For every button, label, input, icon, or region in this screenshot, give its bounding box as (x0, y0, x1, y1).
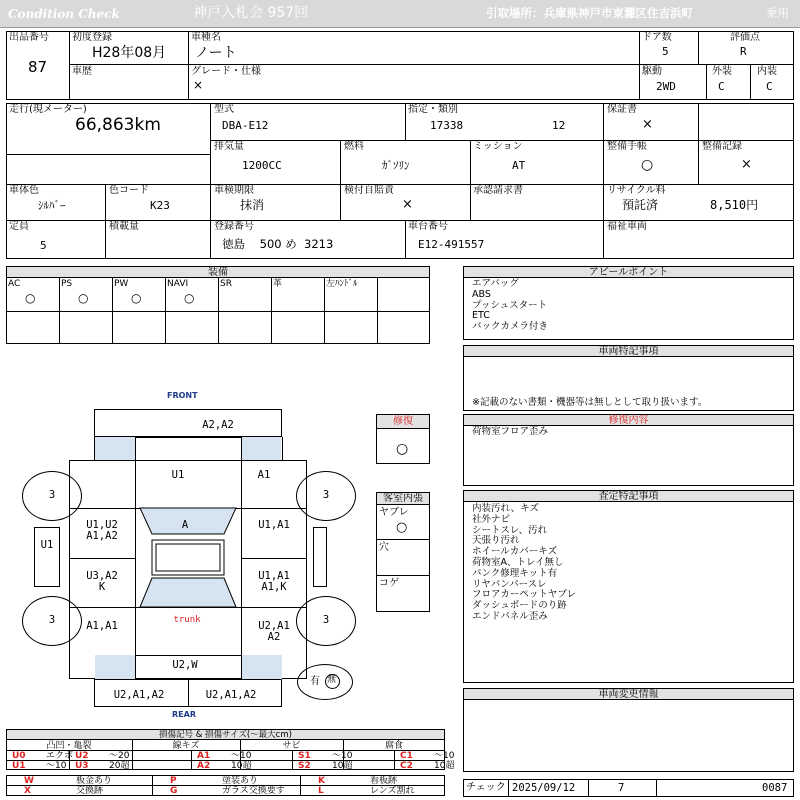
capacity-label: 定員 (9, 221, 29, 232)
manual-label: 整備手帳 (607, 141, 647, 152)
legend-desc-K: 看板跡 (370, 776, 398, 786)
doors-label: ドア数 (642, 32, 672, 43)
repair-box-label: 修復 (377, 415, 429, 429)
score-label: 評価点 (730, 32, 760, 43)
warranty-label: 保証書 (607, 104, 637, 115)
mark-rear-left-door: U3,A2 K (86, 570, 118, 593)
cabin-tear-label: ヤブレ (379, 507, 409, 518)
color-code-label: 色コード (109, 185, 149, 196)
legend-desc-P: 塗装あり (222, 776, 259, 786)
assessment-line-4: ホイールカバーキズ (472, 546, 558, 558)
auction-name: 神戸入札会 957回 (193, 5, 309, 21)
legend-divider (394, 750, 395, 770)
color-code-value: K23 (150, 199, 170, 212)
appeal-title: アピールポイント (464, 267, 793, 278)
equipment-label-4: SR (220, 279, 232, 289)
displacement-label: 排気量 (214, 141, 244, 152)
load-label: 積載量 (109, 221, 139, 232)
legend-size-U0: エクボ (46, 751, 74, 761)
recycle-status: 預託済 (622, 198, 659, 212)
capacity-value: 5 (40, 239, 47, 252)
assessment-line-0: 内装汚れ、キズ (472, 503, 539, 514)
legend-size-U2: 〜20 (109, 751, 130, 761)
mark-front-bumper: A2,A2 (202, 419, 234, 431)
regno-value: 徳島 500 め 3213 (222, 237, 334, 251)
legend-header-1: 線キズ (172, 741, 200, 751)
insurance-value: × (402, 197, 413, 212)
assessment-line-7: リヤバンパースレ (472, 578, 547, 590)
insurance-label: 検付自賠責 (344, 185, 394, 196)
legend-size-C1: 〜10 (434, 751, 455, 761)
equipment-label-3: NAVI (167, 279, 189, 289)
legend-code-P: P (170, 776, 177, 786)
mark-rear-right-fender: U2,A1 A2 (258, 620, 290, 643)
mark-front-right-fender: A1 (257, 469, 271, 481)
appeal-line-4: バックカメラ付き (472, 321, 549, 333)
trunk-label: trunk (173, 615, 201, 625)
legend-code-A2: A2 (197, 761, 211, 771)
category-value: 12 (552, 119, 566, 132)
repair-title: 修復内容 (464, 415, 793, 426)
header-title: Condition Check (8, 7, 120, 21)
recycle-label: リサイクル料 (607, 185, 666, 196)
legend-code-X: X (24, 786, 31, 796)
equipment-label-0: AC (8, 279, 21, 289)
chassis-value: E12-491557 (418, 238, 485, 251)
legend-size-A1: 〜10 (231, 751, 252, 761)
appeal-line-1: ABS (472, 288, 491, 300)
designation-value: 17338 (430, 119, 464, 132)
assessment-line-1: 社外ナビ (472, 513, 511, 525)
mileage-label: 走行(現メーター) (9, 104, 87, 115)
legend-size-U3: 20超 (109, 761, 130, 771)
cabin-tear-value: ○ (396, 520, 408, 535)
fuel-label: 燃料 (344, 141, 364, 152)
mark-hood: U1 (171, 469, 185, 481)
first-reg-label: 初度登録 (72, 32, 112, 43)
welfare-label: 福祉車両 (607, 221, 647, 232)
recycle-amount: 8,510円 (710, 198, 759, 212)
smoke-yes-label: 有 (310, 676, 320, 687)
assessment-line-9: ダッシュボードのり跡 (472, 600, 567, 612)
legend-size-S1: 〜10 (332, 751, 353, 761)
record-value: × (741, 157, 752, 172)
legend-code-K: K (318, 776, 325, 786)
cabin-burn-label: コゲ (379, 578, 399, 589)
repair-box-value: ○ (396, 441, 409, 457)
designation-label: 指定・類別 (408, 104, 458, 115)
spare-tire-box (34, 527, 60, 587)
spare-tire-mark: U1 (40, 539, 54, 551)
appeal-line-3: ETC (472, 310, 490, 322)
legend-code-L: L (318, 786, 324, 796)
mileage-value: 66,863km (75, 115, 161, 135)
grade-value: × (193, 78, 204, 92)
exterior-value: C (718, 80, 725, 93)
legend-desc-W: 板金あり (76, 776, 113, 786)
legend-header-0: 凸凹・亀裂 (46, 741, 92, 751)
color-label: 車体色 (9, 185, 39, 196)
legend-desc-G: ガラス交換要す (222, 786, 285, 796)
legend-code-C2: C2 (400, 761, 413, 771)
fuel-value: ｶﾞｿﾘﾝ (382, 159, 410, 172)
equipment-value-0: ○ (25, 291, 36, 305)
check-number: 7 (618, 782, 625, 794)
equipment-title: 装備 (7, 267, 429, 278)
pickup-location: 引取場所：兵庫県神戸市東灘区住吉浜町 (486, 6, 693, 20)
equipment-label-2: PW (114, 279, 129, 289)
tire-front-right-mark: 3 (322, 489, 330, 501)
assessment-title: 査定特記事項 (464, 491, 793, 502)
legend-code-S1: S1 (298, 751, 311, 761)
legend-size-U1: 〜10 (46, 761, 67, 771)
car-name-label: 車種名 (191, 32, 221, 43)
legend-code-C1: C1 (400, 751, 413, 761)
color-value: ｼﾙﾊﾞｰ (38, 199, 66, 212)
grade-label: グレード・仕様 (191, 66, 261, 77)
legend-desc-X: 交換跡 (76, 786, 104, 796)
legend-divider (152, 775, 153, 796)
special-title: 車両特記事項 (464, 346, 793, 357)
mark-rear-left-fender: A1,A1 (86, 620, 118, 632)
drive-label: 駆動 (642, 66, 662, 77)
legend-code-U1: U1 (12, 761, 26, 771)
equipment-value-1: ○ (78, 291, 89, 305)
legend-code-W: W (24, 776, 34, 786)
manual-value: ○ (641, 157, 654, 173)
legend-code-U3: U3 (75, 761, 89, 771)
interior-value: C (766, 80, 773, 93)
lot-number: 87 (28, 58, 48, 76)
legend-title: 損傷記号 & 損傷サイズ(〜最大cm) (7, 730, 444, 740)
legend-code-S2: S2 (298, 761, 311, 771)
equipment-value-2: ○ (131, 291, 142, 305)
tire-front-left-mark: 3 (48, 489, 56, 501)
mark-roof: A (181, 519, 189, 531)
mark-rear-bumper-left: U2,A1,A2 (113, 689, 165, 701)
check-code: 0087 (762, 782, 788, 794)
legend-divider (191, 750, 192, 770)
legend-desc-L: レンズ割れ (370, 786, 415, 796)
cabin-title: 客室内張 (377, 493, 429, 505)
history-label: 車歴 (72, 66, 92, 77)
mark-rear-bumper-right: U2,A1,A2 (205, 689, 257, 701)
legend-code-A1: A1 (197, 751, 211, 761)
assessment-line-2: シートスレ、汚れ (472, 524, 548, 536)
mark-front-right-door: U1,A1 (258, 519, 290, 531)
mark-rear-right-door: U1,A1 A1,K (258, 570, 290, 593)
equipment-value-3: ○ (184, 291, 195, 305)
approval-label: 承認請求書 (473, 185, 523, 196)
front-label: FRONT (167, 391, 198, 400)
assessment-line-3: 天張り汚れ (472, 535, 520, 547)
check-date: 2025/09/12 (512, 782, 576, 794)
legend-code-G: G (170, 786, 178, 796)
model-value: DBA-E12 (222, 119, 269, 132)
doors-value: 5 (662, 45, 669, 58)
legend-size-A2: 10超 (231, 761, 252, 771)
score-value: R (740, 45, 747, 58)
regno-label: 登録番号 (214, 221, 254, 232)
appeal-line-2: プッシュスタート (472, 299, 548, 311)
mark-back-door: U2,W (172, 659, 198, 671)
interior-label: 内装 (757, 66, 777, 77)
drive-value: 2WD (656, 80, 676, 93)
equipment-label-1: PS (61, 279, 73, 289)
right-side-box (313, 527, 327, 587)
equipment-label-6: 左ﾊﾝﾄﾞﾙ (326, 279, 358, 289)
repair-line-0: 荷物室フロア歪み (472, 426, 549, 437)
legend-size-S2: 10超 (332, 761, 353, 771)
change-title: 車両変更情報 (464, 689, 793, 700)
rear-label: REAR (172, 710, 196, 719)
vehicle-class: 乗用 (766, 6, 789, 20)
mark-front-left-door: U1,U2 A1,A2 (86, 519, 118, 542)
car-name-value: ノート (195, 45, 237, 61)
exterior-label: 外装 (712, 66, 732, 77)
lot-label: 出品番号 (9, 32, 49, 43)
legend-header-2: サビ (282, 741, 301, 751)
record-label: 整備記録 (702, 141, 742, 152)
cabin-hole-label: 穴 (379, 542, 389, 553)
chassis-label: 車台番号 (408, 221, 448, 232)
appeal-line-0: エアバッグ (472, 278, 519, 289)
legend-divider (300, 775, 301, 796)
legend-code-U0: U0 (12, 751, 26, 761)
displacement-value: 1200CC (242, 159, 282, 172)
warranty-value: × (642, 117, 653, 132)
legend-size-C2: 10超 (434, 761, 455, 771)
inspection-value: 抹消 (240, 198, 265, 212)
mission-label: ミッション (473, 141, 523, 152)
first-reg-value: H28年08月 (92, 45, 167, 61)
legend-code-U2: U2 (75, 751, 89, 761)
model-label: 型式 (214, 104, 234, 115)
assessment-line-6: パンク修理キット有 (472, 567, 558, 579)
assessment-line-10: エンドパネル歪み (472, 611, 548, 622)
tire-rear-left-mark: 3 (48, 614, 56, 626)
equipment-label-5: 革 (273, 279, 283, 289)
assessment-line-8: フロアカーペットヤブレ (472, 589, 577, 601)
special-note: ※記載のない書類・機器等は無しとして取り扱います。 (472, 397, 708, 408)
assessment-line-5: 荷物室A、トレイ無し (472, 557, 564, 568)
smoke-no-label: 無 (327, 675, 337, 685)
legend-header-3: 腐食 (384, 741, 403, 751)
legend-divider (292, 750, 293, 770)
mission-value: AT (512, 159, 526, 172)
inspection-label: 車検期限 (214, 185, 254, 196)
legend-divider (132, 750, 133, 770)
check-label: チェック (466, 782, 506, 793)
tire-rear-right-mark: 3 (322, 614, 330, 626)
